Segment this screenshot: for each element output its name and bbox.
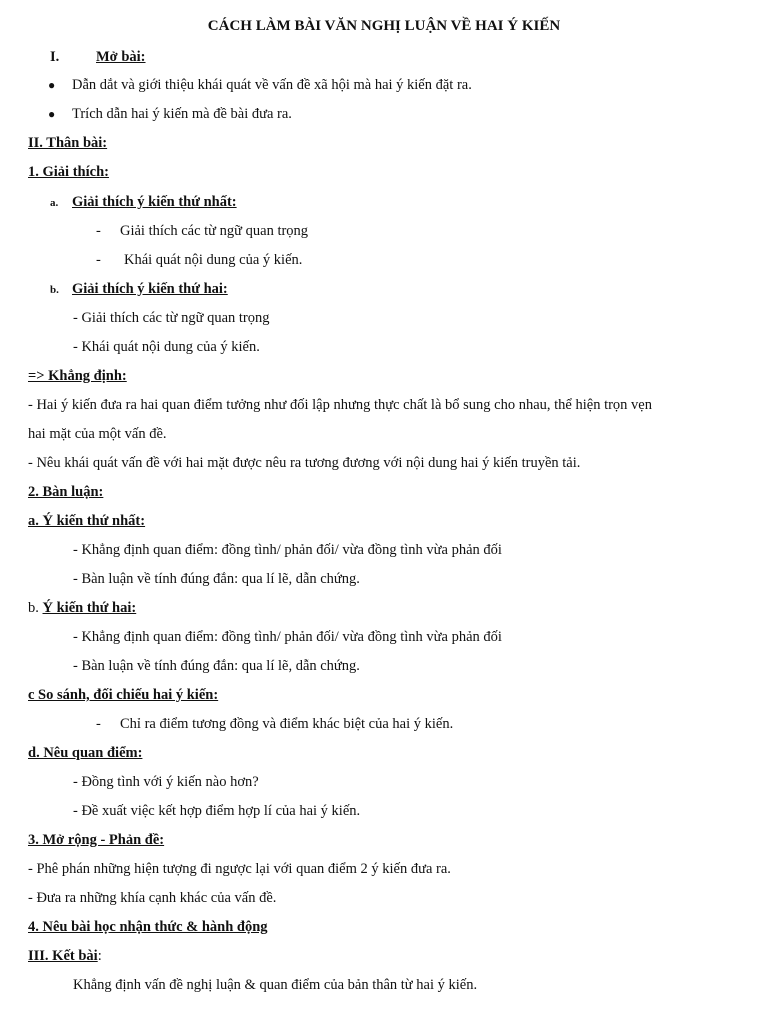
dash-marker: - [96, 223, 101, 239]
list-item: ● Trích dẫn hai ý kiến mà đề bài đưa ra. [48, 106, 292, 122]
paragraph-line: - Hai ý kiến đưa ra hai quan điểm tưởng như đối lập nhưng thực chất là bổ sung cho nhau, thể hiện trọn vẹn [28, 397, 652, 413]
bullet-icon: ● [48, 78, 56, 92]
subheading-2c: c So sánh, đối chiếu hai ý kiến: [28, 687, 219, 703]
part-1-heading: 1. Giải thích: [28, 164, 109, 180]
list-item: - Giải thích các từ ngữ quan trọng [96, 223, 309, 239]
conclusion-text: Khẳng định vấn đề nghị luận & quan điểm của bản thân từ hai ý kiến. [73, 977, 478, 993]
dash-marker: - [96, 252, 101, 268]
list-item: - Đồng tình với ý kiến nào hơn? [73, 774, 259, 790]
bullet-icon: ● [48, 107, 56, 121]
khang-dinh-heading: => Khẳng định: [28, 368, 127, 384]
subheading-1a: a. Giải thích ý kiến thứ nhất: [50, 194, 237, 210]
section-1-label: Mở bài: [96, 49, 146, 65]
section-1-heading [50, 48, 146, 66]
subheading-2b: b. Ý kiến thứ hai: [28, 600, 137, 616]
subheading-2a: a. Ý kiến thứ nhất: [28, 513, 146, 529]
section-2-heading: II. Thân bài: [28, 135, 108, 151]
part-3-heading: 3. Mở rộng - Phản đề: [28, 832, 165, 848]
document-title: CÁCH LÀM BÀI VĂN NGHỊ LUẬN VỀ HAI Ý KIẾN [207, 18, 561, 34]
paragraph-line: - Phê phán những hiện tượng đi ngược lại với quan điểm 2 ý kiến đưa ra. [28, 861, 451, 877]
subheading-2d: d. Nêu quan điểm: [28, 745, 143, 761]
part-4-heading: 4. Nêu bài học nhận thức & hành động [28, 919, 268, 935]
list-item: - Chỉ ra điểm tương đồng và điểm khác biệt của hai ý kiến. [96, 716, 454, 732]
list-item: - Bàn luận về tính đúng đắn: qua lí lẽ, dẫn chứng. [73, 658, 360, 674]
list-item: - Khẳng định quan điểm: đồng tình/ phản đối/ vừa đồng tình vừa phản đối [73, 629, 502, 645]
list-item: - Bàn luận về tính đúng đắn: qua lí lẽ, dẫn chứng. [73, 571, 360, 587]
part-2-heading: 2. Bàn luận: [28, 484, 104, 500]
list-item: - Giải thích các từ ngữ quan trọng [73, 310, 270, 326]
section-1-number: I. [50, 49, 60, 65]
paragraph-line: hai mặt của một vấn đề. [28, 426, 167, 442]
list-item: - Khái quát nội dung của ý kiến. [96, 252, 303, 268]
list-item: - Khái quát nội dung của ý kiến. [73, 339, 260, 355]
dash-marker: - [96, 716, 101, 732]
section-3-heading: III. Kết bài: [28, 948, 102, 964]
paragraph-line: - Đưa ra những khía cạnh khác của vấn đề. [28, 890, 277, 906]
list-item: ● Dẫn dắt và giới thiệu khái quát về vấn đề xã hội mà hai ý kiến đặt ra. [48, 77, 472, 93]
subheading-1b: b. Giải thích ý kiến thứ hai: [50, 281, 228, 297]
list-item: - Đề xuất việc kết hợp điểm hợp lí của hai ý kiến. [73, 803, 361, 819]
list-item: - Khẳng định quan điểm: đồng tình/ phản đối/ vừa đồng tình vừa phản đối [73, 542, 502, 558]
paragraph-line: - Nêu khái quát vấn đề với hai mặt được nêu ra tương đương với nội dung hai ý kiến truyền tải. [28, 455, 581, 471]
